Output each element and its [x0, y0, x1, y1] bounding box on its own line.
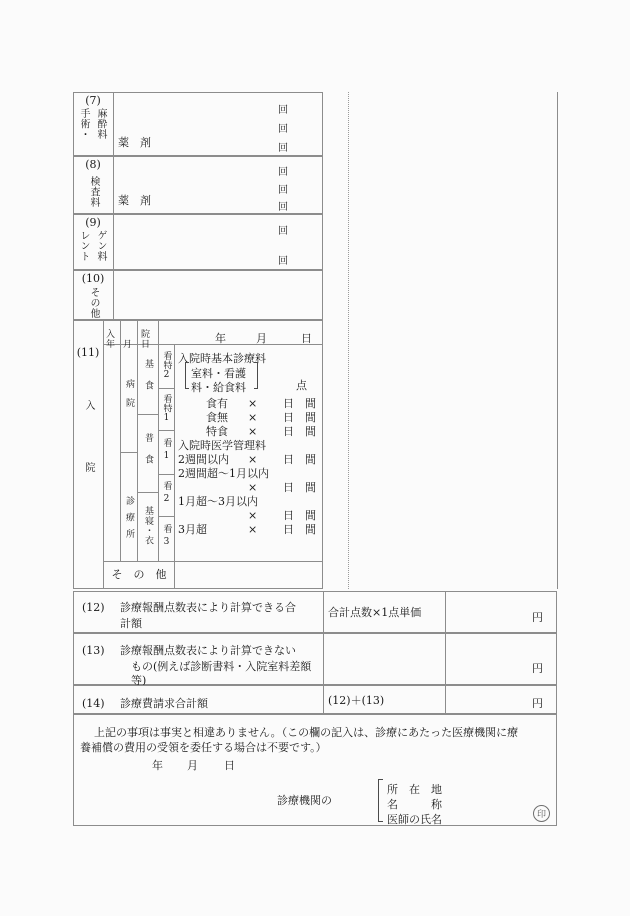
row-8-number: (8) — [85, 158, 101, 171]
row-11-nursing-divider-2 — [158, 430, 174, 431]
row-11-meal-divider-2 — [137, 492, 158, 493]
row-11-header-in: 院 — [141, 330, 151, 340]
row-11-line-points-unit: 点 — [296, 379, 307, 392]
row-11-header-nyuu: 入 — [106, 330, 116, 340]
row-7-count-1: 回 — [278, 105, 288, 116]
row-13-text-line3: 等) — [131, 674, 147, 687]
row-11-nursing-divider-4 — [158, 516, 174, 517]
row-14-divider-2 — [445, 685, 446, 714]
row-11-days-4: 日 間 — [283, 453, 316, 466]
row-11-line-2weeks-to-1month: 2週間超〜1月以内 — [178, 467, 269, 480]
row-14-formula: (12)＋(13) — [328, 693, 385, 707]
row-12-text-line2: 計額 — [120, 617, 142, 630]
row-11-meal-kishin-i: 基寝・衣 — [143, 506, 153, 546]
row-11-number: (11) — [76, 346, 100, 359]
dotted-guide-line — [348, 92, 349, 589]
row-9-label-divider — [113, 214, 114, 270]
declaration-line1: 上記の事項は事実と相違ありません。（この欄の記入は、診療にあたった医療機関に療 — [94, 726, 519, 739]
declaration-field-doctor-name: 医師の氏名 — [387, 813, 442, 826]
row-11-header-gatsu: 月 — [123, 340, 133, 350]
row-11-number-column-divider — [103, 320, 104, 589]
row-7-label-b: 麻酔料 — [95, 108, 106, 140]
row-11-meal-futsushoku: 普食 — [143, 433, 153, 477]
row-8-label-divider — [113, 156, 114, 214]
row-11-days-7: 日 間 — [283, 523, 316, 536]
row-9-label-a: レント — [78, 230, 89, 262]
row-11-line-no-meal: 食無 — [206, 411, 228, 424]
row-7-number: (7) — [85, 94, 101, 107]
row-11-nursing-kan2: 看2 — [161, 481, 172, 509]
row-11-multiply-4: × — [248, 453, 258, 466]
row-9-label-b: ゲン料 — [95, 230, 106, 262]
row-14-divider-1 — [323, 685, 324, 714]
row-11-nursing-kantoku2: 看特2 — [161, 351, 172, 381]
row-12-formula: 合計点数×1点単価 — [328, 606, 422, 619]
declaration-date-day: 日 — [224, 759, 235, 772]
row-11-other-label: そ の 他 — [111, 568, 167, 581]
row-12-unit: 円 — [532, 611, 543, 624]
row-11-days-5: 日 間 — [283, 481, 316, 494]
declaration-institution-label: 診療機関の — [277, 794, 332, 807]
row-14-number: (14) — [82, 697, 105, 710]
row-11-line-room-nursing: 室料・看護 — [191, 367, 246, 380]
row-7-label-a: 手術・ — [78, 108, 89, 140]
row-9-number: (9) — [85, 216, 101, 229]
row-13-unit: 円 — [532, 662, 543, 675]
row-11-multiply-7: × — [248, 523, 258, 536]
row-11-nursing-kantoku1: 看特1 — [161, 394, 172, 424]
row-8-drug-label: 薬 剤 — [118, 194, 151, 207]
row-9-count-1: 回 — [278, 226, 288, 237]
row-11-line-special-meal: 特食 — [206, 425, 228, 438]
row-11-other-divider — [174, 561, 175, 589]
row-9-count-2: 回 — [278, 256, 288, 267]
row-11-multiply-2: × — [248, 411, 258, 424]
row-11-header-divider-3 — [158, 320, 159, 344]
row-11-facility-hospital: 病院 — [124, 379, 134, 417]
declaration-brace — [378, 779, 383, 822]
row-13-text-line1: 診療報酬点数表により計算できない — [120, 644, 296, 657]
row-11-line-basic-fee: 入院時基本診療料 — [178, 352, 266, 365]
row-11-header-nen: 年 — [106, 340, 116, 350]
row-11-days-1: 日 間 — [283, 397, 316, 410]
row-10-label: その他 — [88, 287, 99, 319]
row-11-days-6: 日 間 — [283, 509, 316, 522]
row-11-header-bottom-border — [103, 344, 323, 345]
row-11-header-divider-2 — [137, 320, 138, 344]
row-11-multiply-6: × — [248, 509, 258, 522]
row-11-other-top-border — [103, 561, 323, 562]
declaration-date-month: 月 — [187, 759, 198, 772]
outer-right-border — [557, 92, 558, 589]
row-11-header-date-month: 月 — [256, 332, 267, 345]
row-11-label: 入院 — [83, 400, 94, 524]
row-11-line-within-2weeks: 2週間以内 — [178, 453, 229, 466]
row-11-multiply-1: × — [248, 397, 258, 410]
declaration-field-address: 所 在 地 — [387, 783, 442, 796]
row-11-meal-divider-1 — [137, 414, 158, 415]
row-11-facility-divider — [120, 452, 137, 453]
row-10-number: (10) — [81, 272, 105, 285]
row-8-count-2: 回 — [278, 185, 288, 196]
row-11-nursing-kan3: 看3 — [161, 524, 172, 552]
seal-label: 印 — [536, 810, 546, 820]
row-14-text-line1: 診療費請求合計額 — [120, 697, 208, 710]
row-11-multiply-5: × — [248, 481, 258, 494]
declaration-field-name: 名 称 — [387, 798, 442, 811]
row-12-text-line1: 診療報酬点数表により計算できる合 — [120, 601, 296, 614]
row-10-label-divider — [113, 270, 114, 320]
row-11-line-meal-fee: 料・給食料 — [191, 381, 246, 394]
row-7-count-2: 回 — [278, 124, 288, 135]
row-11-days-2: 日 間 — [283, 411, 316, 424]
row-13-formula — [328, 633, 443, 685]
row-11-line-medical-admin: 入院時医学管理料 — [178, 439, 266, 452]
row-11-header-nichi: 日 — [141, 340, 151, 350]
row-7-label-divider — [113, 92, 114, 156]
row-13-divider-2 — [445, 633, 446, 685]
row-11-meal-kishoku: 基食 — [143, 359, 153, 403]
row-11-line-1month-to-3months: 1月超〜3月以内 — [178, 495, 258, 508]
row-12-number: (12) — [82, 601, 105, 614]
row-8-count-1: 回 — [278, 167, 288, 178]
row-8-label: 検査料 — [88, 176, 99, 208]
row-7-count-3: 回 — [278, 143, 288, 154]
row-14-unit: 円 — [532, 697, 543, 710]
row-11-nursing-kan1: 看1 — [161, 438, 172, 466]
row-13-text-line2: もの(例えば診断書料・入院室料差額 — [131, 660, 312, 673]
row-7-drug-label: 薬 剤 — [118, 136, 151, 149]
row-11-facility-clinic: 診療所 — [124, 496, 134, 546]
row-11-nursing-right-border — [174, 344, 175, 561]
row-12-divider-1 — [323, 591, 324, 633]
row-11-multiply-3: × — [248, 425, 258, 438]
row-11-days-3: 日 間 — [283, 425, 316, 438]
row-8-count-3: 回 — [278, 202, 288, 213]
row-11-header-date-year: 年 — [215, 332, 226, 345]
declaration-line2: 養補償の費用の受領を委任する場合は不要です。） — [80, 741, 327, 754]
row-12-divider-2 — [445, 591, 446, 633]
seal-icon — [533, 805, 550, 822]
declaration-date-year: 年 — [152, 759, 163, 772]
row-11-header-date-day: 日 — [301, 332, 312, 345]
row-11-header-divider-1 — [120, 320, 121, 344]
row-13-number: (13) — [82, 644, 105, 657]
row-11-line-with-meal: 食有 — [206, 397, 228, 410]
row-11-line-over-3months: 3月超 — [178, 523, 207, 536]
row-11-bracket-left — [185, 362, 189, 389]
